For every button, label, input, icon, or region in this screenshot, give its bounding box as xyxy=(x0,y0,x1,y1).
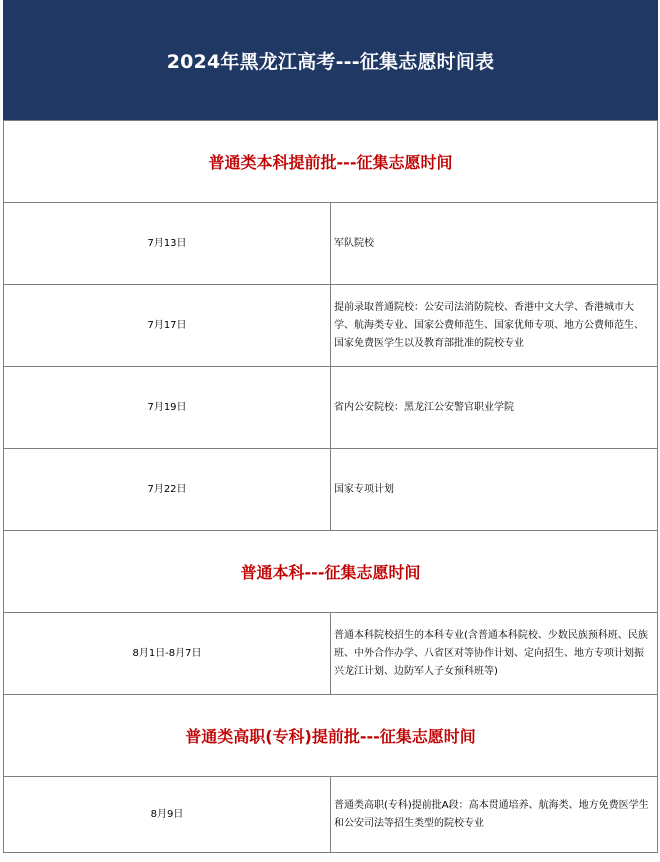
row-date: 7月19日 xyxy=(4,367,331,449)
row-description: 军队院校 xyxy=(331,203,658,285)
table-row xyxy=(4,777,658,853)
section-heading: 普通本科---征集志愿时间 xyxy=(4,531,658,613)
row-description: 普通类高职(专科)提前批A段：高本贯通培养、航海类、地方免费医学生和公安司法等招生类型的院校专业 xyxy=(331,777,658,853)
row-description: 国家专项计划 xyxy=(331,449,658,531)
section-heading: 普通类高职(专科)提前批---征集志愿时间 xyxy=(4,695,658,777)
schedule-sheet xyxy=(3,0,658,853)
section-header xyxy=(4,695,658,777)
row-date: 7月13日 xyxy=(4,203,331,285)
section-header xyxy=(4,121,658,203)
row-description: 省内公安院校：黑龙江公安警官职业学院 xyxy=(331,367,658,449)
section-header xyxy=(4,531,658,613)
page-title: 2024年黑龙江高考---征集志愿时间表 xyxy=(3,0,658,120)
table-row xyxy=(4,449,658,531)
table-row xyxy=(4,285,658,367)
row-description: 普通本科院校招生的本科专业(含普通本科院校、少数民族预科班、民族班、中外合作办学、八省区对等协作计划、定向招生、地方专项计划振兴龙江计划、边防军人子女预科班等) xyxy=(331,613,658,695)
row-date: 8月9日 xyxy=(4,777,331,853)
table-row xyxy=(4,367,658,449)
row-date: 8月1日-8月7日 xyxy=(4,613,331,695)
table-row xyxy=(4,613,658,695)
row-description: 提前录取普通院校：公安司法消防院校、香港中文大学、香港城市大学、航海类专业、国家公费师范生、国家优师专项、地方公费师范生、国家免费医学生以及教育部批准的院校专业 xyxy=(331,285,658,367)
row-date: 7月17日 xyxy=(4,285,331,367)
section-heading: 普通类本科提前批---征集志愿时间 xyxy=(4,121,658,203)
table-row xyxy=(4,203,658,285)
row-date: 7月22日 xyxy=(4,449,331,531)
schedule-table xyxy=(3,120,658,853)
